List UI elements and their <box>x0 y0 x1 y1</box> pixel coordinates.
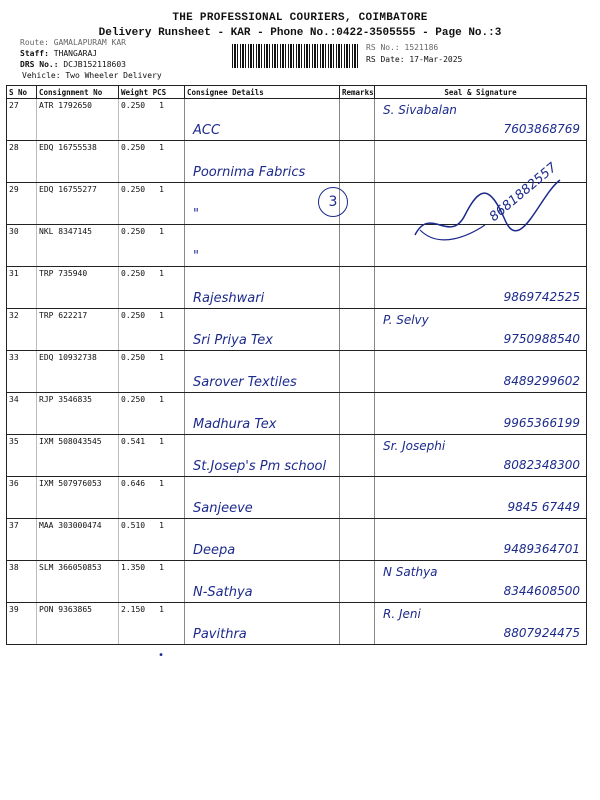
row-seal <box>375 603 587 645</box>
row-consignment: NKL 8347145 <box>37 225 119 267</box>
row-consignment: EDQ 10932738 <box>37 351 119 393</box>
circled-number: 3 <box>318 187 348 217</box>
row-remarks <box>340 435 375 477</box>
signature: S. Sivabalan <box>383 103 457 117</box>
row-consignment: PON 9363865 <box>37 603 119 645</box>
row-sno: 30 <box>7 225 37 267</box>
row-consignment: IXM 508043545 <box>37 435 119 477</box>
row-weight: 0.250 1 <box>119 393 185 435</box>
signature-phone: 8489299602 <box>503 374 580 388</box>
header-subtitle: Delivery Runsheet - KAR - Phone No.:0422-3505555 - Page No.:3 <box>98 27 502 39</box>
row-weight: 2.150 1 <box>119 603 185 645</box>
row-remarks <box>340 519 375 561</box>
row-weight: 0.250 1 <box>119 99 185 141</box>
signature-phone: 9869742525 <box>503 290 580 304</box>
signature-phone: 8082348300 <box>503 458 580 472</box>
barcode <box>232 44 360 68</box>
row-weight: 0.250 1 <box>119 267 185 309</box>
row-seal <box>375 477 587 519</box>
row-weight: 0.510 1 <box>119 519 185 561</box>
vehicle: Vehicle: Two Wheeler Delivery <box>22 71 162 80</box>
row-consignee <box>185 141 340 183</box>
row-consignee <box>185 351 340 393</box>
consignee-name: Sri Priya Tex <box>193 333 273 348</box>
row-sno: 28 <box>7 141 37 183</box>
col-consignment: Consignment No <box>37 86 119 99</box>
row-consignment: IXM 507976053 <box>37 477 119 519</box>
row-weight: 0.250 1 <box>119 183 185 225</box>
row-consignee <box>185 393 340 435</box>
row-weight: 0.250 1 <box>119 141 185 183</box>
row-remarks <box>340 309 375 351</box>
row-consignment: TRP 622217 <box>37 309 119 351</box>
row-sno: 34 <box>7 393 37 435</box>
route: Route: GAMALAPURAM KAR <box>20 38 126 47</box>
row-remarks <box>328 183 375 225</box>
signature-phone: 9965366199 <box>503 416 580 430</box>
row-consignee <box>185 267 340 309</box>
signature: R. Jeni <box>383 607 421 621</box>
row-remarks <box>340 267 375 309</box>
row-seal <box>375 435 587 477</box>
staff: Staff: THANGARAJ <box>20 49 98 58</box>
consignee-name: Sarover Textiles <box>193 375 297 390</box>
col-seal: Seal & Signature <box>375 86 587 99</box>
row-consignee <box>185 435 340 477</box>
row-seal <box>375 393 587 435</box>
table-row <box>7 393 587 435</box>
signature-phone: 9845 67449 <box>507 500 580 514</box>
row-seal <box>375 267 587 309</box>
row-weight: 0.646 1 <box>119 477 185 519</box>
consignee-name: Madhura Tex <box>193 417 277 432</box>
row-seal <box>375 309 587 351</box>
col-details: Consignee Details <box>185 86 340 99</box>
row-seal <box>375 561 587 603</box>
table-row <box>7 351 587 393</box>
row-sno: 27 <box>7 99 37 141</box>
row-remarks <box>340 225 375 267</box>
consignee-name: " <box>193 249 199 264</box>
consignee-name: Sanjeeve <box>193 501 253 516</box>
row-consignee <box>185 183 340 225</box>
row-remarks <box>340 393 375 435</box>
consignee-name: Deepa <box>193 543 236 558</box>
consignee-name: Rajeshwari <box>193 291 265 306</box>
row-sno: 37 <box>7 519 37 561</box>
table-row <box>7 435 587 477</box>
row-consignment: RJP 3546835 <box>37 393 119 435</box>
table-row <box>7 267 587 309</box>
signature-phone: 9489364701 <box>503 542 580 556</box>
runsheet-table <box>6 85 587 645</box>
row-remarks <box>340 561 375 603</box>
consignee-name: " <box>193 207 199 222</box>
row-remarks <box>340 99 375 141</box>
table-row <box>7 603 587 645</box>
signature: Sr. Josephi <box>383 439 446 453</box>
row-sno: 33 <box>7 351 37 393</box>
row-consignment: MAA 303000474 <box>37 519 119 561</box>
signature: N Sathya <box>383 565 438 579</box>
table-row <box>7 99 587 141</box>
table-row <box>7 477 587 519</box>
row-consignment: ATR 1792650 <box>37 99 119 141</box>
row-consignee <box>185 309 340 351</box>
row-consignee <box>185 519 340 561</box>
row-remarks <box>340 141 375 183</box>
col-sno: S No <box>7 86 37 99</box>
table-row <box>7 519 587 561</box>
row-sno: 35 <box>7 435 37 477</box>
row-remarks <box>340 351 375 393</box>
table-row <box>7 309 587 351</box>
row-weight: 0.541 1 <box>119 435 185 477</box>
row-consignment: EDQ 16755538 <box>37 141 119 183</box>
row-remarks <box>340 477 375 519</box>
row-weight: 1.350 1 <box>119 561 185 603</box>
row-sno: 31 <box>7 267 37 309</box>
row-sno: 32 <box>7 309 37 351</box>
row-weight: 0.250 1 <box>119 351 185 393</box>
row-consignee <box>185 561 340 603</box>
drs-number: DRS No.: DCJB152118603 <box>20 60 126 69</box>
row-weight: 0.250 1 <box>119 225 185 267</box>
consignee-name: N-Sathya <box>193 585 253 600</box>
signature-phone: 8344608500 <box>503 584 580 598</box>
consignee-name: Poornima Fabrics <box>193 165 306 180</box>
col-weight-pcs: Weight PCS <box>119 86 185 99</box>
row-weight: 0.250 1 <box>119 309 185 351</box>
col-remarks: Remarks <box>340 86 375 99</box>
row-consignee <box>185 477 340 519</box>
table-row <box>7 561 587 603</box>
rs-date: RS Date: 17-Mar-2025 <box>366 55 463 64</box>
row-sno: 36 <box>7 477 37 519</box>
signature-phone: 8807924475 <box>503 626 580 640</box>
stray-mark: • <box>158 650 165 661</box>
signature-phone: 7603868769 <box>503 122 580 136</box>
row-remarks <box>340 603 375 645</box>
row-consignee <box>185 99 340 141</box>
row-sno: 29 <box>7 183 37 225</box>
signature-phone: 9750988540 <box>503 332 580 346</box>
consignee-name: ACC <box>193 123 221 138</box>
header-title: THE PROFESSIONAL COURIERS, COIMBATORE <box>172 12 428 24</box>
row-consignment: SLM 366050853 <box>37 561 119 603</box>
row-consignment: TRP 735940 <box>37 267 119 309</box>
row-seal <box>375 99 587 141</box>
consignee-name: Pavithra <box>193 627 247 642</box>
row-consignee <box>185 225 340 267</box>
large-signature-phone: 8681882557 <box>486 160 560 225</box>
table-header-row <box>7 86 587 99</box>
row-consignment: EDQ 16755277 <box>37 183 119 225</box>
signature: P. Selvy <box>383 313 429 327</box>
row-sno: 38 <box>7 561 37 603</box>
row-consignee <box>185 603 340 645</box>
consignee-name: St.Josep's Pm school <box>193 459 327 474</box>
row-seal <box>375 519 587 561</box>
row-seal <box>375 351 587 393</box>
row-sno: 39 <box>7 603 37 645</box>
rs-number: RS No.: 1521186 <box>366 43 439 52</box>
